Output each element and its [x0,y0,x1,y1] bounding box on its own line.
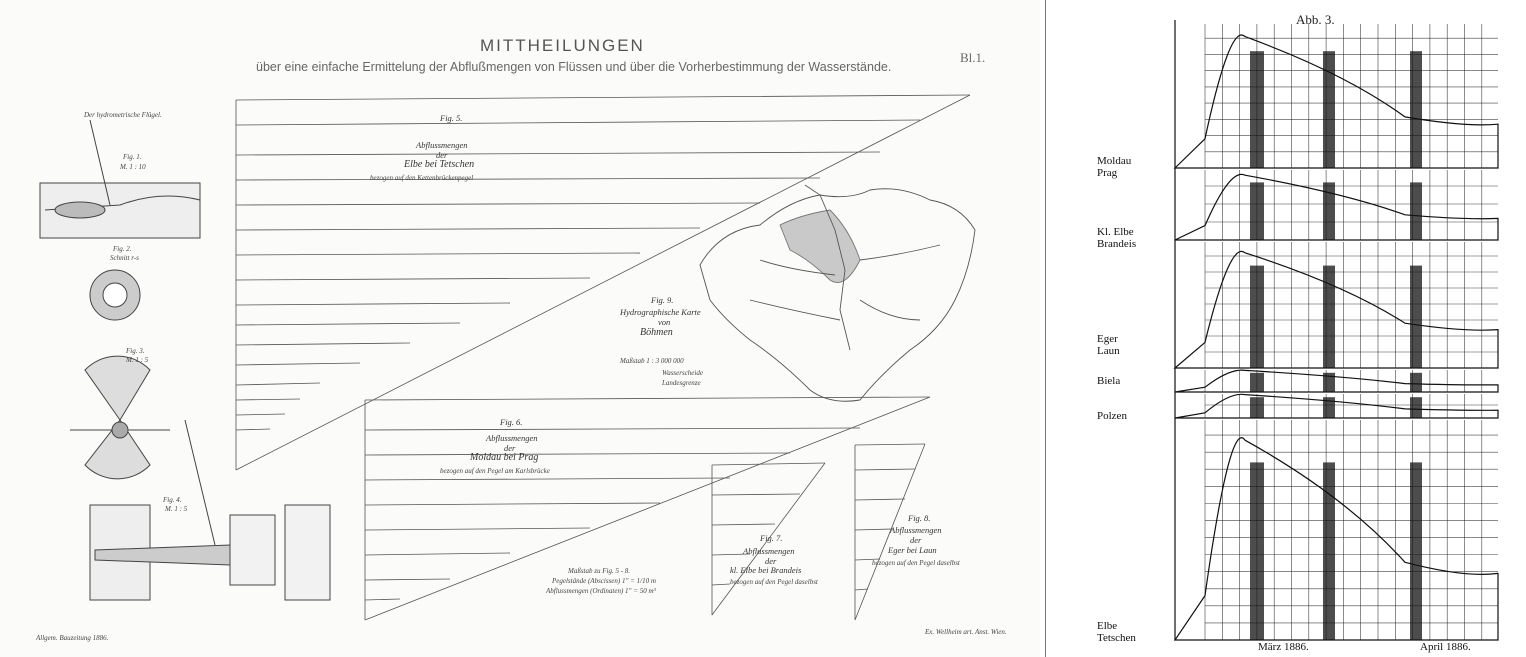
fig6-line4: bezogen auf den Pegel am Karlsbrücke [440,467,550,475]
dark-band-kl-elbe [1410,182,1422,240]
fig5-line4: bezogen auf den Kettenbrückenpegel [370,174,474,182]
dark-band-polzen [1250,397,1264,418]
fig8-line3: Eger bei Laun [888,545,937,555]
fig2-label: Fig. 2. [113,245,132,253]
river-label-elbe: Elbe Tetschen [1097,620,1136,644]
footer-left: Allgem. Bauzeitung 1886. [36,634,109,642]
fig8-line4: bezogen auf den Pegel daselbst [872,559,960,567]
fig3-label: Fig. 3. [126,347,145,355]
fig1-scale: M. 1 : 10 [120,163,146,171]
fig7-label: Fig. 7. [760,533,783,543]
fig6-line1: Abflussmengen [486,433,538,443]
fig6-line2: der [504,443,516,453]
hydrograph-curve-eger [1175,251,1498,368]
hydrograph-curve-moldau [1175,35,1498,168]
fig9-label: Fig. 9. [651,295,674,305]
fig5-line3: Elbe bei Tetschen [404,159,475,170]
scale-note-line2: Pegelstände (Abscissen) 1" = 1/10 m [552,577,656,585]
sheet-number: Bl.1. [960,50,986,65]
river-label-eger: Eger Laun [1097,333,1120,357]
river-label-biela: Biela [1097,375,1121,387]
dark-band-eger [1250,266,1264,368]
hydrograph-curve-kl-elbe [1175,174,1498,240]
fig8-line2: der [910,535,922,545]
hydrograph-curve-polzen [1175,394,1498,418]
wing-heading: Der hydrometrische Flügel. [84,111,162,119]
footer-right: Ex. Wellheim art. Anst. Wien. [925,628,1007,636]
fig9-line3: Böhmen [640,327,673,338]
dark-band-kl-elbe [1250,182,1264,240]
dark-band-polzen [1323,397,1335,418]
dark-band-elbe [1250,462,1264,640]
fig6-line3: Moldau bei Prag [470,452,539,463]
fig2-scale: Schnitt r-s [110,254,139,262]
dark-band-kl-elbe [1323,182,1335,240]
dark-band-biela [1323,373,1335,392]
fig5-label: Fig. 5. [440,113,463,123]
dark-band-biela [1250,373,1264,392]
hydrograph-curve-biela [1175,370,1498,392]
river-label-moldau: Moldau Prag [1097,155,1132,179]
plate-title: MITTHEILUNGEN [480,36,645,55]
dark-band-moldau [1250,51,1264,168]
fig5-rating-lines [236,95,970,470]
month-label-april: April 1886. [1420,641,1471,653]
dark-band-elbe [1410,462,1422,640]
hydrometric-wing-sketches [40,120,330,600]
plate-subtitle: über eine einfache Ermittelung der Abflußmengen von Flüssen und über die Vorherbestimmung der Wasserstände. [256,60,892,74]
abb3-title: Abb. 3. [1296,12,1335,27]
fig8-label: Fig. 8. [908,513,931,523]
fig7-line4: bezogen auf den Pegel daselbst [730,578,818,586]
fig4-label: Fig. 4. [163,496,182,504]
fig7-line1: Abflussmengen [743,546,795,556]
fig9-legend-border: Landesgrenze [662,379,701,387]
scale-note-line3: Abflussmengen (Ordinaten) 1" = 50 m³ [546,587,656,595]
river-label-polzen: Polzen [1097,410,1127,422]
scale-note-line1: Maßstab zu Fig. 5 - 8. [568,567,631,575]
fig9-scale: Maßstab 1 : 3 000 000 [620,357,684,365]
fig8-line1: Abflussmengen [890,525,942,535]
fig1-label: Fig. 1. [123,153,142,161]
panel-divider [1045,0,1046,657]
dark-band-elbe [1323,462,1335,640]
month-label-march: März 1886. [1258,641,1309,653]
dark-band-moldau [1323,51,1335,168]
dark-band-eger [1323,266,1335,368]
dark-band-moldau [1410,51,1422,168]
river-label-kl-elbe: Kl. Elbe Brandeis [1097,226,1137,250]
fig7-line2: der [765,556,777,566]
fig7-line3: kl. Elbe bei Brandeis [730,565,802,575]
dark-band-biela [1410,373,1422,392]
fig9-line1: Hydrographische Karte [620,307,701,317]
fig9-legend-watershed: Wasserscheide [662,369,703,377]
fig9-line2: von [658,317,671,327]
dark-band-eger [1410,266,1422,368]
dark-band-polzen [1410,397,1422,418]
fig6-label: Fig. 6. [500,417,523,427]
fig5-line1: Abflussmengen [416,140,468,150]
bohemia-map [700,185,975,401]
abb3-panel [1050,0,1526,657]
abb3-hydrograph [1050,0,1526,657]
fig5-line2: der [436,150,448,160]
hydrograph-curve-elbe [1175,438,1498,640]
fig3-scale: M. 1 : 5 [126,356,149,364]
fig4-scale: M. 1 : 5 [165,505,188,513]
